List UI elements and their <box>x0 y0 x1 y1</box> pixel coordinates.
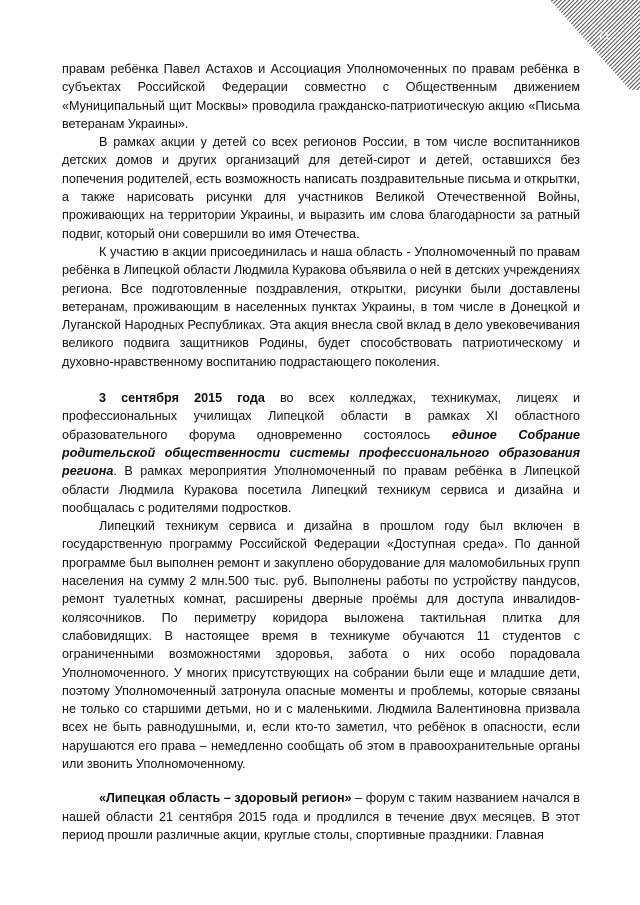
paragraph-4-text-1: во всех колледжах, техникумах, лицеях и профессиональных училищах Липецкой области в рамках XI областного образовательного форума одновременно состоялось <box>62 391 581 442</box>
page-number: 71 <box>597 30 610 42</box>
paragraph-6 <box>62 789 580 844</box>
body-text <box>62 60 580 844</box>
paragraph-3: К участию в акции присоединилась и наша область - Уполномоченный по правам ребёнка в Липецкой области Людмила Куракова объявила о ней в детских учреждениях региона. Все подготовленные поздравления, открытки, рисунки были доставлены ветеранам, проживающим в населенных пунктах Украины, в том числе в Донецкой и Луганской Народных Республиках. Эта акция внесла свой вклад в дело увековечивания великого подвига защитников Родины, будет способствовать патриотическому и духовно-нравственному воспитанию подрастающего поколения. <box>62 244 580 369</box>
paragraph-5: Липецкий техникум сервиса и дизайна в прошлом году был включен в государственную программу Российской Федерации «Доступная среда». По данной программе был выполнен ремонт и закуплено оборудование для маломобильных групп населения на сумму 2 млн.500 тыс. руб. Выполнены работы по устройству пандусов, ремонт туалетных комнат, расширены дверные проёмы для доступа инвалидов-колясочников. По периметру коридора выложена тактильная плитка для слабовидящих. В настоящее время в техникуме обучаются 11 студентов с ограниченными возможностями здоровья, забота о них особо порадовала Уполномоченного. У многих присутствующих на собрании были еще и младшие дети, поэтому Уполномоченный затронула опасные моменты и проблемы, которые связаны не только со старшими детьми, но и с маленькими. Людмила Валентиновна призвала всех не быть равнодушными, и, если кто-то заметил, что ребёнок в опасности, если нарушаются его права – немедленно сообщать об этом в правоохранительные органы или звонить Уполномоченному. <box>62 519 580 771</box>
paragraph-4-text-2: . В рамках мероприятия Уполномоченный по правам ребёнка в Липецкой области Людмила Куракова посетила Липецкий техникум сервиса и дизайна и пообщалась с родителями подростков. <box>62 464 580 515</box>
event-date: 3 сентября 2015 года <box>99 391 265 406</box>
paragraph-2: В рамках акции у детей со всех регионов России, в том числе воспитанников детских домов и других организаций для детей-сирот и детей, оставшихся без попечения родителей, есть возможность написать поздравительные письма и открытки, а также нарисовать рисунки для участников Великой Отечественной Войны, проживающих на территории Украины, и выразить им слова благодарности за ратный подвиг, который они совершили во имя Отечества. <box>62 135 580 241</box>
event-title: единое Собрание родительской общественности системы профессионального образования региона <box>62 427 580 479</box>
forum-title: «Липецкая область – здоровый регион» <box>99 791 352 806</box>
paragraph-1: правам ребёнка Павел Астахов и Ассоциация Уполномоченных по правам ребёнка в субъектах Российской Федерации совместно с Общественным движением «Муниципальный щит Москвы» проводила гражданско-патриотическую акцию «Письма ветеранам Украины». <box>62 62 580 131</box>
paragraph-4 <box>62 389 580 517</box>
paragraph-6-text: – форум с таким названием начался в нашей области 21 сентября 2015 года и продлился в течение двух месяцев. В этот период прошли различные акции, круглые столы, спортивные праздники. Главная <box>62 791 580 842</box>
